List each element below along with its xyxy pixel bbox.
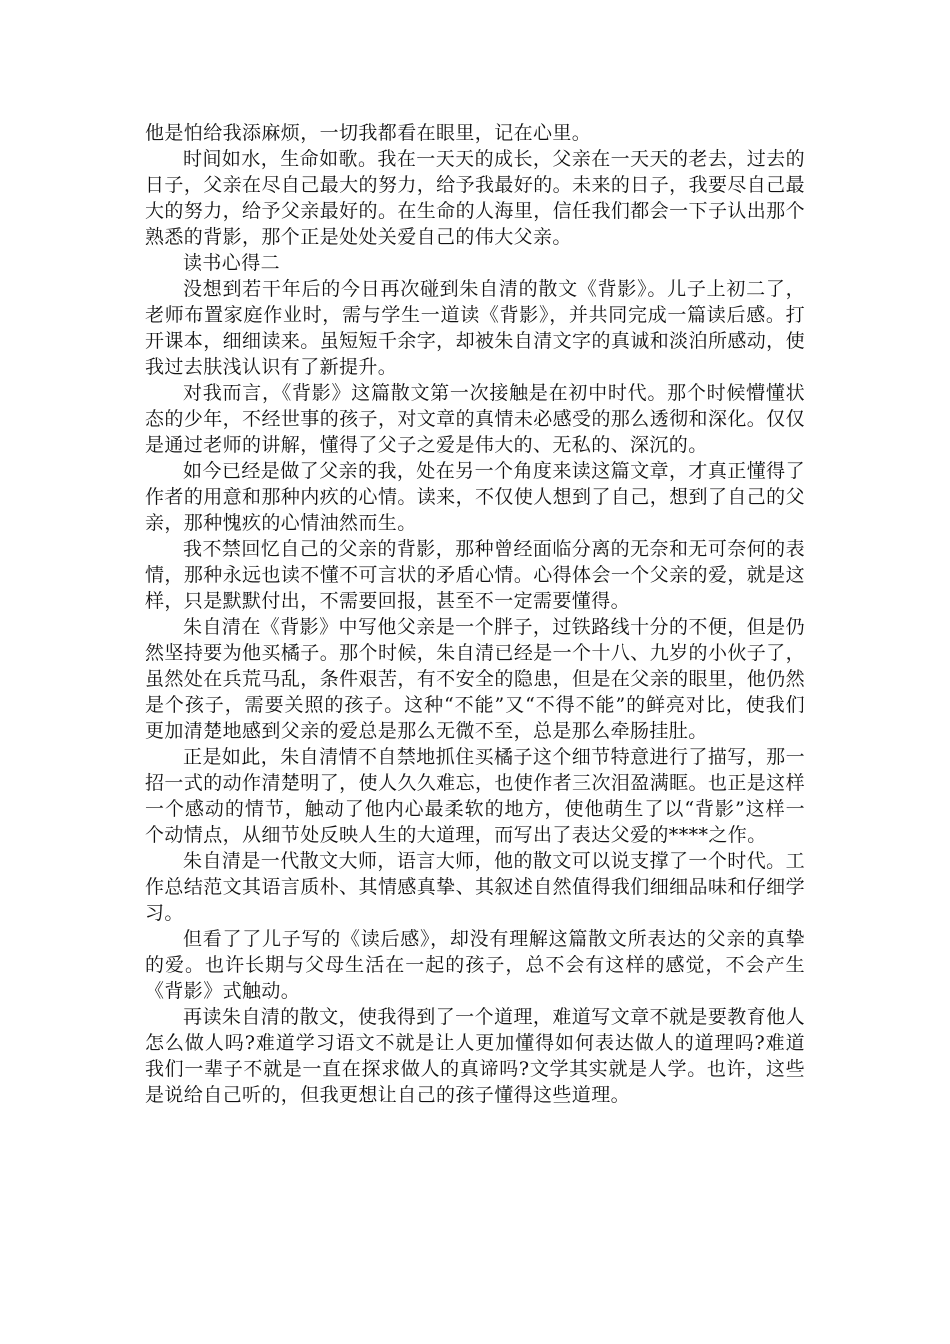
paragraph: 我不禁回忆自己的父亲的背影，那种曾经面临分离的无奈和无可奈何的表情，那种永远也读不懂不可言状的矛盾心情。心得体会一个父亲的爱，就是这样，只是默默付出，不需要回报，甚至不一定需要懂得。 (145, 538, 805, 612)
paragraph: 再读朱自清的散文，使我得到了一个道理，难道写文章不就是要教育他人怎么做人吗?难道学习语文不就是让人更加懂得如何表达做人的道理吗?难道我们一辈子不就是一直在探求做人的真谛吗?文学其实就是人学。也许，这些是说给自己听的，但我更想让自己的孩子懂得这些道理。 (145, 1006, 805, 1106)
paragraph-continuation: 他是怕给我添麻烦，一切我都看在眼里，记在心里。 (145, 122, 592, 144)
paragraph: 朱自清在《背影》中写他父亲是一个胖子，过铁路线十分的不便，但是仍然坚持要为他买橘子。那个时候，朱自清已经是一个十八、九岁的小伙子了，虽然处在兵荒马乱，条件艰苦，有不安全的隐患，但是在父亲的眼里，他仍然是个孩子，需要关照的孩子。这种“不能”又“不得不能”的鲜亮对比，使我们更加清楚地感到父亲的爱总是那么无微不至，总是那么牵肠挂肚。 (145, 616, 805, 742)
paragraph: 时间如水，生命如歌。我在一天天的成长，父亲在一天天的老去，过去的日子，父亲在尽自己最大的努力，给予我最好的。未来的日子，我要尽自己最大的努力，给予父亲最好的。在生命的人海里，信任我们都会一下子认出那个熟悉的背影，那个正是处处关爱自己的伟大父亲。 (145, 148, 805, 248)
paragraph: 朱自清是一代散文大师，语言大师，他的散文可以说支撑了一个时代。工作总结范文其语言质朴、其情感真挚、其叙述自然值得我们细细品味和仔细学习。 (145, 850, 805, 924)
section-heading: 读书心得二 (183, 252, 281, 274)
paragraph: 如今已经是做了父亲的我，处在另一个角度来读这篇文章，才真正懂得了作者的用意和那种内疚的心情。读来，不仅使人想到了自己，想到了自己的父亲，那种愧疚的心情油然而生。 (145, 460, 805, 534)
document-body (145, 120, 805, 1108)
paragraph: 没想到若干年后的今日再次碰到朱自清的散文《背影》。儿子上初二了，老师布置家庭作业时，需与学生一道读《背影》，并共同完成一篇读后感。打开课本，细细读来。虽短短千余字，却被朱自清文字的真诚和淡泊所感动，使我过去肤浅认识有了新提升。 (145, 278, 805, 378)
paragraph: 正是如此，朱自清情不自禁地抓住买橘子这个细节特意进行了描写，那一招一式的动作清楚明了，使人久久难忘，也使作者三次泪盈满眶。也正是这样一个感动的情节，触动了他内心最柔软的地方，使他萌生了以“背影”这样一个动情点，从细节处反映人生的大道理，而写出了表达父爱的****之作。 (145, 746, 805, 846)
paragraph: 对我而言，《背影》这篇散文第一次接触是在初中时代。那个时候懵懂状态的少年，不经世事的孩子，对文章的真情未必感受的那么透彻和深化。仅仅是通过老师的讲解，懂得了父子之爱是伟大的、无私的、深沉的。 (145, 382, 805, 456)
paragraph: 但看了了儿子写的《读后感》，却没有理解这篇散文所表达的父亲的真挚的爱。也许长期与父母生活在一起的孩子，总不会有这样的感觉，不会产生《背影》式触动。 (145, 928, 805, 1002)
